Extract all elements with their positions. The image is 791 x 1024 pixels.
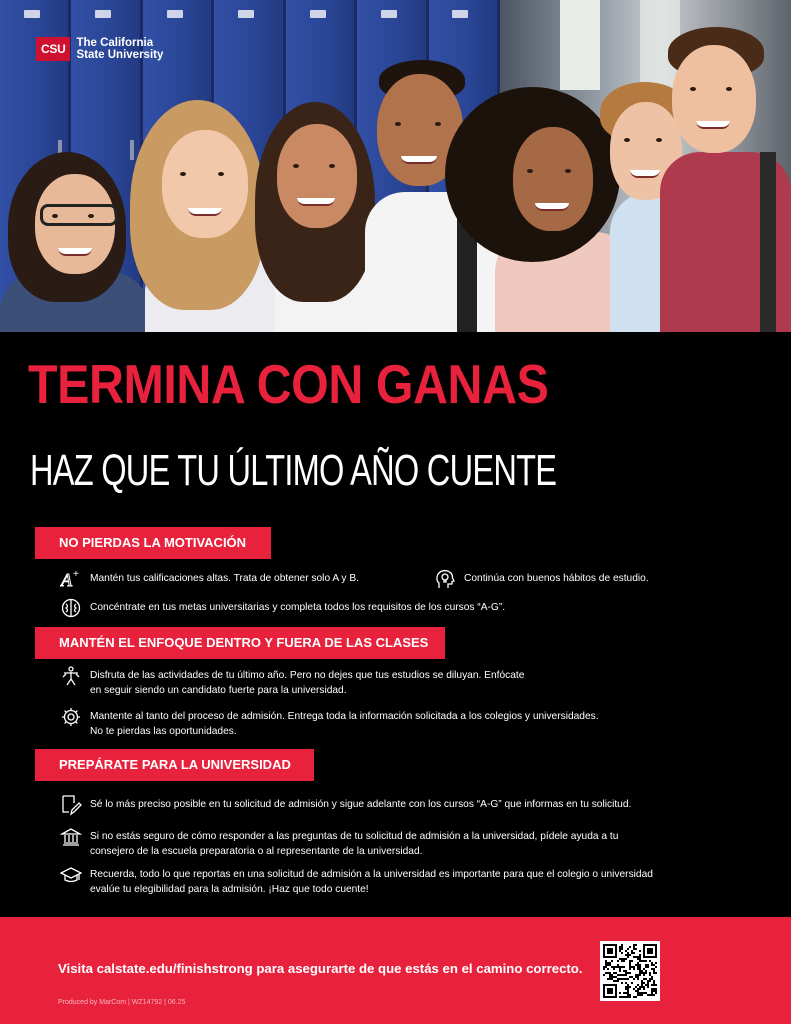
activity-figure-icon xyxy=(60,665,82,687)
footer-banner xyxy=(0,917,791,1024)
list-item: Concéntrate en tus metas universitarias y completa todos los requisitos de los cursos “A-G”. xyxy=(60,600,505,619)
csu-logo-name: The California State University xyxy=(76,37,164,61)
csu-logo xyxy=(36,37,172,61)
list-item: Continúa con buenos hábitos de estudio. xyxy=(434,571,649,590)
lightbulb-head-icon xyxy=(434,568,456,590)
list-item: Mantente al tanto del proceso de admisión. Entrega toda la información solicitada a los colegios y universidades. No te pierdas las oportunidades. xyxy=(60,709,599,739)
headline: TERMINA CON GANAS xyxy=(28,353,549,415)
section-title-prepare: PREPÁRATE PARA LA UNIVERSIDAD xyxy=(35,749,314,781)
section-title-focus: MANTÉN EL ENFOQUE DENTRO Y FUERA DE LAS CLASES xyxy=(35,627,445,659)
list-item: Recuerda, todo lo que reportas en una solicitud de admisión a la universidad es importante para que el colegio o universidad evalúe tu elegibilidad para la admisión. ¡Haz que todo cuente! xyxy=(60,867,653,897)
student-figure xyxy=(660,27,791,332)
gear-icon xyxy=(60,706,82,728)
svg-text:+: + xyxy=(73,569,79,580)
svg-text:A: A xyxy=(61,570,72,590)
graduation-cap-icon xyxy=(60,864,82,886)
a-plus-icon xyxy=(60,568,82,590)
csu-logo-mark: CSU xyxy=(36,37,70,61)
brain-icon xyxy=(60,597,82,619)
hero-photo xyxy=(0,0,791,332)
footer-production-credit: Produced by MarCom | WZ14792 | 06.25 xyxy=(58,999,186,1006)
qr-code-icon[interactable] xyxy=(600,941,660,1001)
section-title-motivation: NO PIERDAS LA MOTIVACIÓN xyxy=(35,527,271,559)
list-item: Disfruta de las actividades de tu último año. Pero no dejes que tus estudios se diluyan. Enfócate en seguir siendo un candidato fuerte para la universidad. xyxy=(60,668,524,698)
university-building-icon xyxy=(60,826,82,848)
list-item: Sé lo más preciso posible en tu solicitud de admisión y sigue adelante con los cursos “A-G” que informas en tu solicitud. xyxy=(60,797,631,816)
subheadline: HAZ QUE TU ÚLTIMO AÑO CUENTE xyxy=(30,446,557,495)
list-item: Si no estás seguro de cómo responder a las preguntas de tu solicitud de admisión a la universidad, pídele ayuda a tu consejero de la escuela preparatoria o al representante de la universidad. xyxy=(60,829,618,859)
student-figure xyxy=(0,152,150,332)
footer-call-to-action: Visita calstate.edu/finishstrong para asegurarte de que estás en el camino correcto. xyxy=(58,961,583,976)
list-item: A + Mantén tus calificaciones altas. Trata de obtener solo A y B. xyxy=(61,569,359,590)
application-pencil-icon xyxy=(60,794,82,816)
